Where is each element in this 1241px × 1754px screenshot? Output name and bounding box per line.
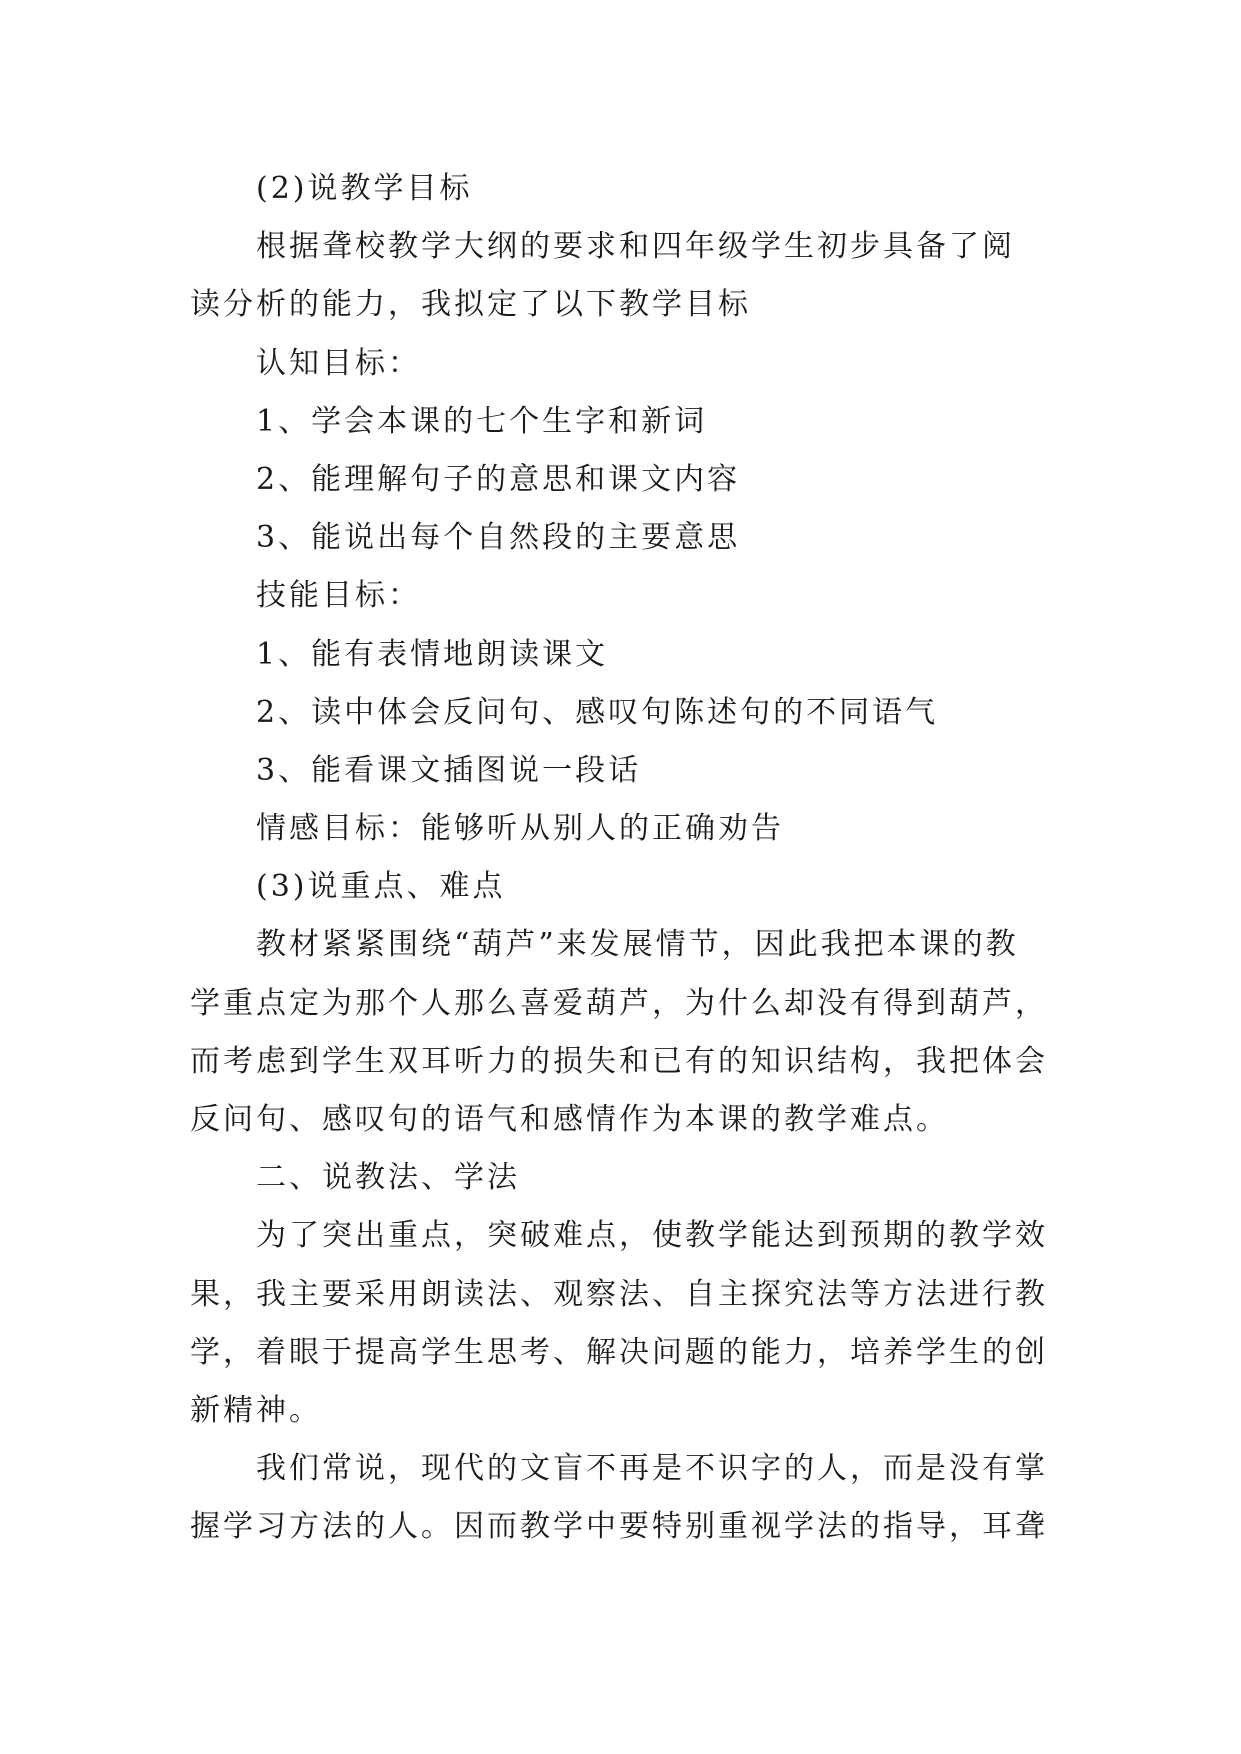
text-line: (3)说重点、难点 — [256, 869, 506, 905]
text-line: 新精神。 — [190, 1392, 322, 1428]
text-line: 为了突出重点，突破难点，使教学能达到预期的教学效 — [256, 1218, 1048, 1254]
text-line: 读分析的能力，我拟定了以下教学目标 — [190, 287, 751, 323]
text-line: 3、能说出每个自然段的主要意思 — [256, 520, 741, 556]
text-line: 根据聋校教学大纲的要求和四年级学生初步具备了阅 — [256, 229, 1015, 265]
text-line: 果，我主要采用朗读法、观察法、自主探究法等方法进行教 — [190, 1276, 1048, 1312]
text-line: 技能目标： — [256, 578, 421, 614]
text-line: 反问句、感叹句的语气和感情作为本课的教学难点。 — [190, 1102, 949, 1137]
text-line: 认知目标： — [256, 345, 421, 381]
text-line: 握学习方法的人。因而教学中要特别重视学法的指导，耳聋 — [190, 1509, 1048, 1545]
text-line: 而考虑到学生双耳听力的损失和已有的知识结构，我把体会 — [190, 1043, 1048, 1079]
text-line: 教材紧紧围绕“葫芦”来发展情节，因此我把本课的教 — [256, 927, 1019, 963]
text-line: 1、学会本课的七个生字和新词 — [256, 403, 708, 439]
text-line: 二、说教法、学法 — [256, 1160, 520, 1196]
text-line: 2、读中体会反问句、感叹句陈述句的不同语气 — [256, 694, 939, 730]
text-line: 2、能理解句子的意思和课文内容 — [256, 461, 741, 497]
document-body — [190, 160, 1055, 1557]
text-line: 情感目标：能够听从别人的正确劝告 — [256, 811, 784, 847]
text-line: 我们常说，现代的文盲不再是不识字的人，而是没有掌 — [256, 1451, 1048, 1487]
text-line: 学重点定为那个人那么喜爱葫芦，为什么却没有得到葫芦， — [190, 985, 1048, 1021]
text-line: 3、能看课文插图说一段话 — [256, 752, 642, 788]
text-line: 1、能有表情地朗读课文 — [256, 636, 609, 672]
text-line: (2)说教学目标 — [256, 171, 473, 206]
text-line: 学，着眼于提高学生思考、解决问题的能力，培养学生的创 — [190, 1334, 1048, 1370]
